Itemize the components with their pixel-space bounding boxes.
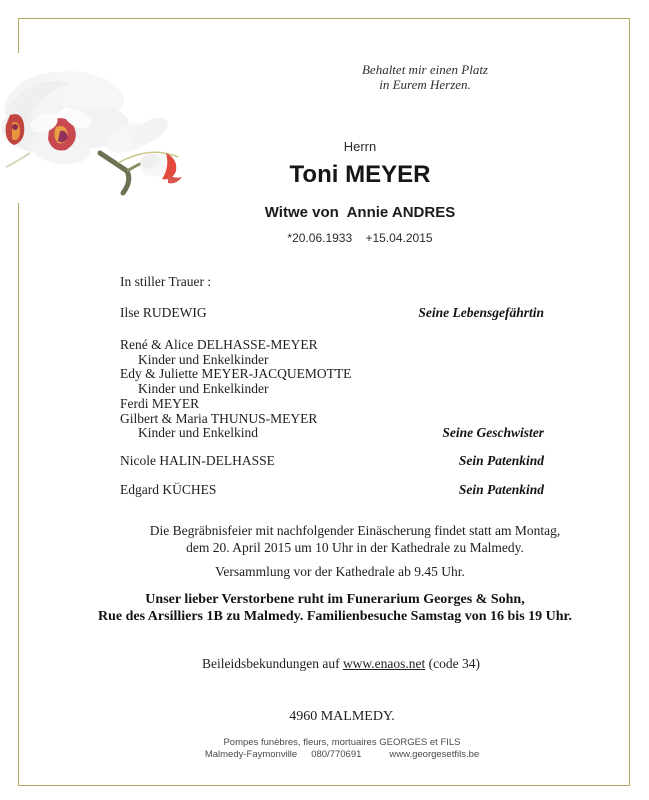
repose-line-2: Rue des Arsilliers 1B zu Malmedy. Familienbesuche Samstag von 16 bis 19 Uhr. <box>98 608 572 624</box>
family-line: Kinder und Enkelkinder <box>138 351 269 367</box>
salutation: Herrn <box>343 139 377 154</box>
funeral-home-name: Pompes funèbres, fleurs, mortuaires GEORGES et FILS <box>223 737 461 748</box>
deceased-relation: Witwe von Annie ANDRES <box>264 204 456 221</box>
family-line: Gilbert & Maria THUNUS-MEYER <box>120 410 318 426</box>
funeral-line-1: Die Begräbnisfeier mit nachfolgender Einäscherung findet statt am Montag, <box>149 523 561 538</box>
orchid-illustration <box>0 53 238 203</box>
deceased-name: Toni MEYER <box>289 161 431 188</box>
funeral-home-website[interactable]: www.georgesetfils.be <box>389 749 480 760</box>
family-line: Kinder und Enkelkind <box>138 425 258 441</box>
funeral-line-2: dem 20. April 2015 um 10 Uhr in der Kathedrale zu Malmedy. <box>186 540 524 555</box>
family-line: René & Alice DELHASSE-MEYER <box>120 337 318 352</box>
family-relation: Seine Geschwister <box>442 425 544 441</box>
condolences-prefix: Beileidsbekundungen auf <box>201 656 343 671</box>
funeral-home-phone: 080/770691 <box>311 749 362 760</box>
family-line: Ferdi MEYER <box>120 395 200 411</box>
orchid-image <box>0 53 238 203</box>
memorial-quote <box>320 62 530 92</box>
condolences-website-link[interactable]: www.enaos.net <box>342 656 426 671</box>
assembly-note: Versammlung vor der Kathedrale ab 9.45 Uhr. <box>215 564 465 579</box>
godchild-name: Edgard KÜCHES <box>120 482 217 497</box>
family-line: Kinder und Enkelkinder <box>138 381 269 397</box>
mourning-intro: In stiller Trauer : <box>120 274 212 289</box>
quote-line-1: Behaltet mir einen Platz <box>361 62 488 77</box>
mourner-relation: Seine Lebensgefährtin <box>418 305 544 320</box>
birth-death-dates: *20.06.1933 +15.04.2015 <box>287 231 433 245</box>
godchild-relation: Sein Patenkind <box>458 453 544 468</box>
mourner-name: Ilse RUDEWIG <box>120 305 207 320</box>
repose-line-1: Unser lieber Verstorbene ruht im Funerarium Georges & Sohn, <box>145 592 525 607</box>
condolences-suffix: (code 34) <box>425 656 481 671</box>
godchild-relation: Sein Patenkind <box>458 482 544 497</box>
godchild-name: Nicole HALIN-DELHASSE <box>120 453 275 468</box>
city-line: 4960 MALMEDY. <box>289 709 395 724</box>
funeral-home-place: Malmedy-Faymonville <box>204 749 298 760</box>
quote-line-2: in Eurem Herzen. <box>379 77 471 92</box>
family-line: Edy & Juliette MEYER-JACQUEMOTTE <box>120 366 352 382</box>
